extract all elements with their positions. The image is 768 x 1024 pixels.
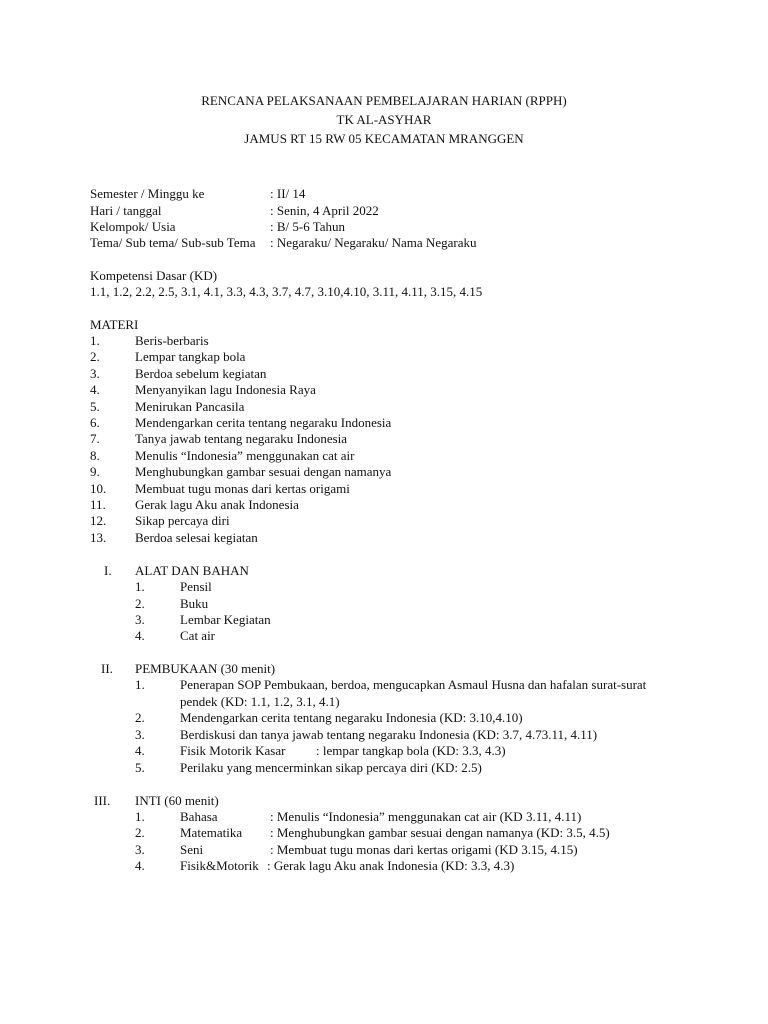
- list-item-number: 2.: [135, 710, 145, 725]
- list-item: Buku: [180, 596, 209, 611]
- list-item-value: : Membuat tugu monas dari kertas origami (KD 3.15, 4.15): [270, 842, 578, 857]
- list-item-number: 9.: [90, 464, 100, 479]
- list-item-number: 1.: [135, 579, 145, 594]
- list-item-number: 7.: [90, 431, 100, 446]
- section-title-pembukaan: PEMBUKAAN (30 menit): [135, 661, 276, 676]
- list-item: Gerak lagu Aku anak Indonesia: [135, 497, 299, 512]
- list-item: Mendengarkan cerita tentang negaraku Indonesia: [135, 415, 392, 430]
- identity-label: Kelompok/ Usia: [90, 219, 176, 234]
- list-item-number: 1.: [90, 333, 100, 348]
- identity-label: Tema/ Sub tema/ Sub-sub Tema: [90, 235, 256, 250]
- list-item-number: 2.: [90, 349, 100, 364]
- list-item-number: 4.: [135, 858, 145, 873]
- list-item-number: 5.: [135, 760, 145, 775]
- list-item-number: 3.: [135, 727, 145, 742]
- list-item-value: : Gerak lagu Aku anak Indonesia (KD: 3.3, 4.3): [267, 858, 515, 873]
- section-title-inti: INTI (60 menit): [135, 793, 219, 808]
- kd-title: Kompetensi Dasar (KD): [90, 268, 218, 283]
- list-item-label: Fisik Motorik Kasar: [180, 743, 286, 758]
- list-item-number: 12.: [90, 513, 107, 528]
- list-item: Menghubungkan gambar sesuai dengan namanya: [135, 464, 392, 479]
- list-item: Menulis “Indonesia” menggunakan cat air: [135, 448, 355, 463]
- identity-label: Semester / Minggu ke: [90, 186, 205, 201]
- list-item-number: 5.: [90, 399, 100, 414]
- list-item: Lempar tangkap bola: [135, 349, 246, 364]
- list-item-number: 2.: [135, 596, 145, 611]
- list-item: Perilaku yang mencerminkan sikap percaya diri (KD: 2.5): [180, 760, 482, 775]
- list-item-number: 11.: [90, 497, 106, 512]
- list-item: Mendengarkan cerita tentang negaraku Indonesia (KD: 3.10,4.10): [180, 710, 523, 725]
- list-item-number: 1.: [135, 809, 145, 824]
- list-item: Beris-berbaris: [135, 333, 209, 348]
- list-item-number: 4.: [135, 628, 145, 643]
- identity-value: : Negaraku/ Negaraku/ Nama Negaraku: [270, 235, 477, 250]
- kd-list: 1.1, 1.2, 2.2, 2.5, 3.1, 4.1, 3.3, 4.3, 3.7, 4.7, 3.10,4.10, 3.11, 4.11, 3.15, 4.15: [90, 284, 483, 299]
- list-item: Berdoa sebelum kegiatan: [135, 366, 267, 381]
- list-item: Menirukan Pancasila: [135, 399, 245, 414]
- list-item: Sikap percaya diri: [135, 513, 230, 528]
- list-item-number: 10.: [90, 481, 107, 496]
- materi-title: MATERI: [90, 317, 139, 332]
- doc-title: RENCANA PELAKSANAAN PEMBELAJARAN HARIAN (RPPH): [201, 93, 567, 108]
- list-item-number: 3.: [135, 612, 145, 627]
- section-numeral: III.: [94, 793, 111, 808]
- school-address: JAMUS RT 15 RW 05 KECAMATAN MRANGGEN: [244, 131, 524, 146]
- list-item: Membuat tugu monas dari kertas origami: [135, 481, 350, 496]
- list-item-number: 3.: [90, 366, 100, 381]
- list-item-number: 4.: [90, 382, 100, 397]
- list-item-number: 4.: [135, 743, 145, 758]
- list-item-number: 3.: [135, 842, 145, 857]
- list-item: Tanya jawab tentang negaraku Indonesia: [135, 431, 348, 446]
- list-item-value: : lempar tangkap bola (KD: 3.3, 4.3): [316, 743, 506, 758]
- school-name: TK AL-ASYHAR: [336, 112, 432, 127]
- list-item-number: 1.: [135, 677, 145, 692]
- list-item-label: Fisik&Motorik: [180, 858, 259, 873]
- list-item-value: : Menulis “Indonesia” menggunakan cat air (KD 3.11, 4.11): [270, 809, 582, 824]
- list-item-number: 6.: [90, 415, 100, 430]
- list-item: Menyanyikan lagu Indonesia Raya: [135, 382, 316, 397]
- list-item-number: 13.: [90, 530, 107, 545]
- section-numeral: I.: [104, 563, 112, 578]
- list-item-value: : Menghubungkan gambar sesuai dengan namanya (KD: 3.5, 4.5): [270, 825, 610, 840]
- identity-value: : B/ 5-6 Tahun: [270, 219, 346, 234]
- section-title-alat: ALAT DAN BAHAN: [135, 563, 249, 578]
- list-item: Berdiskusi dan tanya jawab tentang negaraku Indonesia (KD: 3.7, 4.73.11, 4.11): [180, 727, 598, 742]
- section-numeral: II.: [101, 661, 113, 676]
- list-item-continuation: pendek (KD: 1.1, 1.2, 3.1, 4.1): [180, 694, 340, 709]
- list-item: Cat air: [180, 628, 216, 643]
- identity-value: : II/ 14: [270, 186, 306, 201]
- list-item: Pensil: [180, 579, 212, 594]
- list-item-label: Matematika: [180, 825, 243, 840]
- identity-label: Hari / tanggal: [90, 203, 162, 218]
- list-item: Berdoa selesai kegiatan: [135, 530, 258, 545]
- list-item-label: Bahasa: [180, 809, 218, 824]
- list-item-label: Seni: [180, 842, 204, 857]
- list-item-number: 8.: [90, 448, 100, 463]
- identity-value: : Senin, 4 April 2022: [270, 203, 379, 218]
- list-item: Penerapan SOP Pembukaan, berdoa, mengucapkan Asmaul Husna dan hafalan surat-surat: [180, 677, 647, 692]
- list-item-number: 2.: [135, 825, 145, 840]
- list-item: Lembar Kegiatan: [180, 612, 271, 627]
